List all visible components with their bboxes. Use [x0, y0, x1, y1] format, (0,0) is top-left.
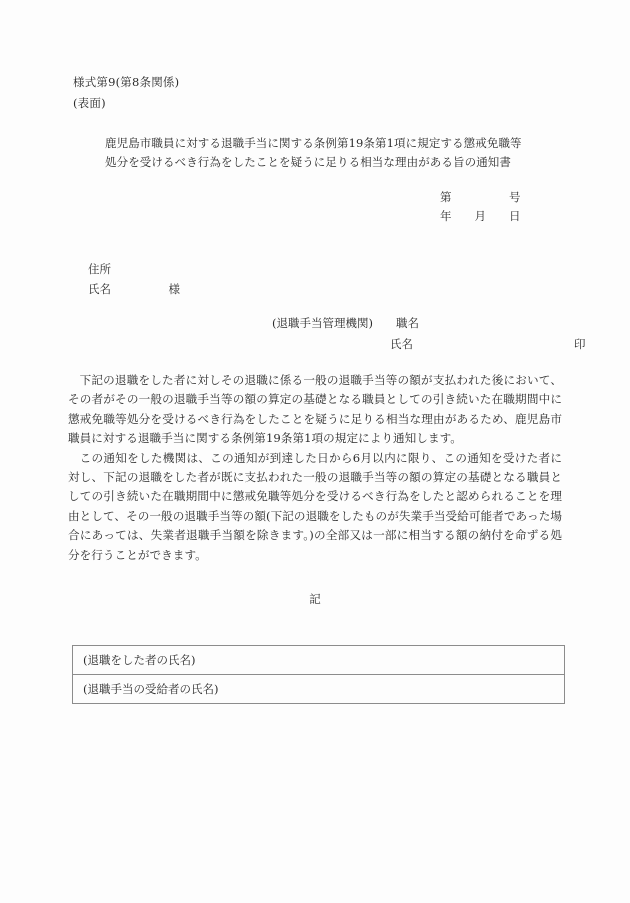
document-title-line-2: 処分を受けるべき行為をしたことを疑うに足りる相当な理由がある旨の通知書 [105, 155, 511, 169]
ki-marker: 記 [309, 592, 321, 606]
table-row [73, 646, 565, 675]
issuer-organization-label: (退職手当管理機関) 職名 [272, 316, 419, 330]
form-side-label: (表面) [73, 96, 106, 110]
name-table [72, 645, 565, 704]
form-number: 様式第9(第8条関係) [73, 75, 180, 89]
table-cell-retiree-name: (退職をした者の氏名) [73, 646, 565, 675]
table-cell-recipient-name: (退職手当の受給者の氏名) [73, 675, 565, 704]
addressee-name-label: 氏名 様 [88, 282, 180, 296]
issuer-block [272, 313, 586, 355]
body-text [68, 371, 562, 565]
document-number-field: 第 号 [440, 190, 521, 204]
body-paragraph-1: 下記の退職をした者に対しその退職に係る一般の退職手当等の額が支払われた後において、その者がその一般の退職手当等の額の算定の基礎となる職員としての引き続いた在職期間中に懲戒免職等処分を受けるべき行為をしたことを疑うに足りる相当な理由があるため、鹿児島市職員に対する退職手当に関する条例第19条第1項の規定により通知します。 [68, 373, 562, 446]
addressee-block [88, 259, 180, 299]
body-paragraph-2: この通知をした機関は、この通知が到達した日から6月以内に限り、この通知を受けた者に対し、下記の退職をした者が既に支払われた一般の退職手当等の額の算定の基礎となる職員としての引き続いた在職期間中に懲戒免職等処分を受けるべき行為をしたと認められることを理由として、その一般の退職手当等の額(下記の退職をしたものが失業手当受給可能者であった場合にあっては、失業者退職手当額を除きます。)の全部又は一部に相当する額の納付を命ずる処分を行うことができます。 [68, 450, 562, 562]
table-row [73, 675, 565, 704]
issuer-name-seal-label: 氏名 印 [390, 337, 586, 351]
document-meta-block [440, 188, 521, 226]
document-title-line-1: 鹿児島市職員に対する退職手当に関する条例第19条第1項に規定する懲戒免職等 [105, 136, 522, 150]
document-date-field: 年 月 日 [440, 209, 521, 223]
document-title [105, 134, 555, 172]
addressee-address-label: 住所 [88, 262, 111, 276]
